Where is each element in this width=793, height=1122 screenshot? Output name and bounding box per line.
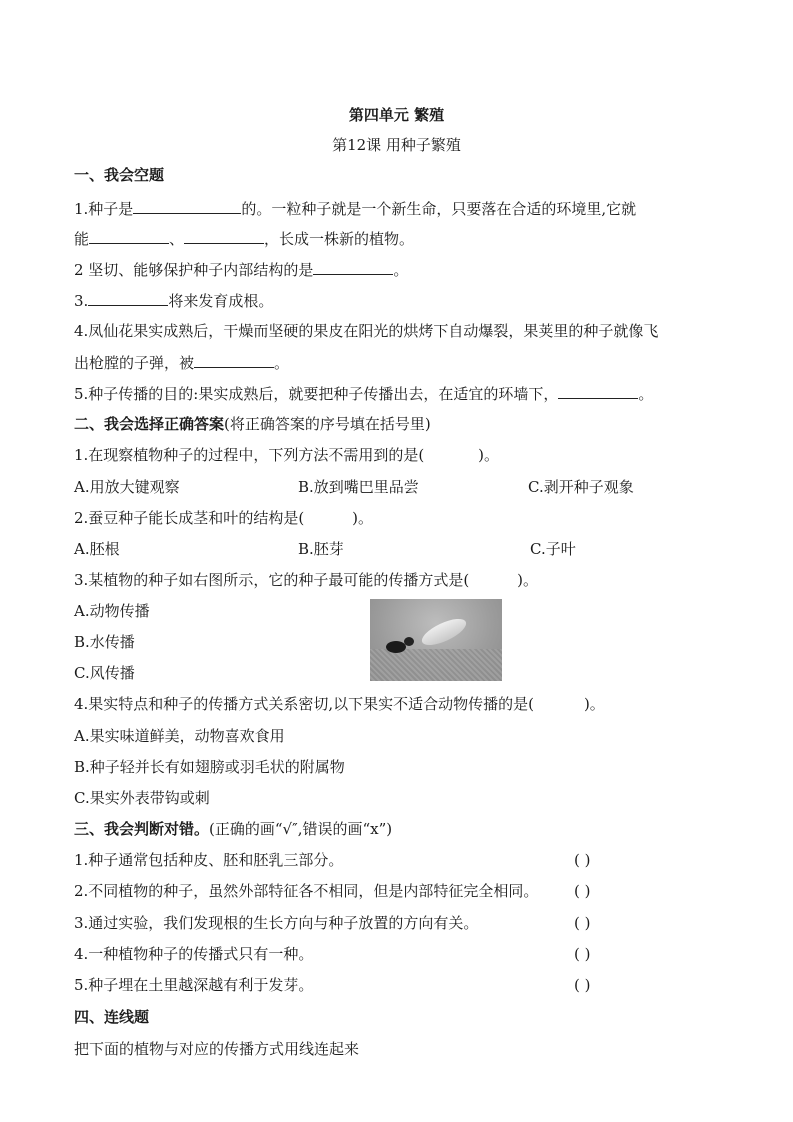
s3-answer-paren-3[interactable]: ( ) [574,914,591,932]
text: 3.某植物的种子如右图所示，它的种子最可能的传播方式是( [74,571,470,589]
text: 的。一粒种子就是一个新生命，只要落在合适的环境里,它就 [241,200,637,218]
s1-q5 [74,383,653,404]
text: 2.蚕豆种子能长成茎和叶的结构是( [74,509,305,527]
s2-q1-option-b: B.放到嘴巴里品尝 [298,478,419,496]
section4-instruction: 把下面的植物与对应的传播方式用线连起来 [74,1040,360,1058]
text: 能 [74,230,90,248]
s1-q1-line2 [74,228,414,249]
text: 3. [74,292,89,310]
text: 出枪膛的子弹，被 [74,354,195,372]
s3-item-4: 4.一种植物种子的传播式只有一种。 [74,945,314,963]
s2-q3-option-c: C.风传播 [74,664,135,682]
lesson-title: 第12课 用种子繁殖 [332,136,461,154]
heading-note: (将正确答案的序号填在括号里) [224,415,431,433]
s1-q4-line2 [74,352,289,373]
heading-note: (正确的画“√″,错误的画“x”) [209,820,393,838]
s1-q2 [74,259,408,280]
s2-q4-option-b: B.种子轻并长有如翅膀或羽毛状的附属物 [74,758,345,776]
answer-blank[interactable] [88,290,168,306]
s2-q1-option-a: A.用放大键观察 [74,478,180,496]
text: 。 [274,354,290,372]
text: 5.种子传播的目的:果实成熟后，就要把种子传播出去，在适宜的环墙下， [74,385,559,403]
s3-answer-paren-2[interactable]: ( ) [574,882,591,900]
s2-q3-stem [74,570,538,590]
text: 1.种子是 [74,200,134,218]
ground-texture [370,649,502,681]
section2-heading [74,414,431,434]
s1-q1-line1 [74,198,636,219]
s3-item-3: 3.通过实验，我们发现根的生长方向与种子放置的方向有关。 [74,914,479,932]
text: )。 [352,509,374,527]
text: 将来发育成根。 [168,292,274,310]
s2-q1-stem [74,445,499,465]
s2-q4-option-a: A.果实味道鲜美，动物喜欢食用 [74,727,285,745]
seed-shape [418,614,469,651]
text: 4.果实特点和种子的传播方式关系密切,以下果实不适合动物传播的是( [74,695,534,713]
answer-blank[interactable] [133,198,241,214]
s2-q4-option-c: C.果实外表带钩或刺 [74,789,210,807]
s3-answer-paren-1[interactable]: ( ) [574,851,591,869]
section1-heading: 一、我会空题 [74,166,165,184]
s2-q2-stem [74,508,373,528]
s3-answer-paren-5[interactable]: ( ) [574,976,591,994]
s2-q3-option-b: B.水传播 [74,633,135,651]
s1-q4-line1: 4.凤仙花果实成熟后，干燥而坚硬的果皮在阳光的烘烤下自动爆裂，果荚里的种子就像飞 [74,322,659,340]
text: )。 [478,446,500,464]
s3-item-5: 5.种子埋在土里越深越有利于发芽。 [74,976,314,994]
s3-item-1: 1.种子通常包括种皮、胚和胚乳三部分。 [74,851,344,869]
heading-text: 三、我会判断对错。 [74,820,210,838]
section4-heading: 四、连线题 [74,1008,150,1026]
answer-blank[interactable] [184,228,264,244]
s2-q2-option-b: B.胚芽 [298,540,344,558]
heading-text: 二、我会选择正确答案 [74,415,225,433]
text: 2 坚切、能够保护种子内部结构的是 [74,261,314,279]
answer-blank[interactable] [558,383,638,399]
section3-heading [74,819,392,839]
s2-q1-option-c: C.剥开种子观象 [528,478,634,496]
answer-blank[interactable] [194,352,274,368]
text: )。 [517,571,539,589]
ant-carrying-seed-photo [370,599,502,681]
ant-head [404,637,414,646]
text: ，长成一株新的植物。 [264,230,415,248]
s3-answer-paren-4[interactable]: ( ) [574,945,591,963]
unit-title: 第四单元 繁殖 [348,106,445,124]
s2-q4-stem [74,694,605,714]
text: 。 [393,261,409,279]
ant-body [386,641,406,653]
answer-blank[interactable] [89,228,169,244]
s2-q2-option-c: C.子叶 [530,540,576,558]
s2-q3-option-a: A.动物传播 [74,602,150,620]
text: 、 [169,230,185,248]
text: )。 [583,695,605,713]
s1-q3 [74,290,273,311]
s2-q2-option-a: A.胚根 [74,540,120,558]
s3-item-2: 2.不同植物的种子，虽然外部特征各不相同，但是内部特征完全相同。 [74,882,539,900]
answer-blank[interactable] [313,259,393,275]
text: 1.在现察植物种子的过程中，下列方法不需用到的是( [74,446,425,464]
text: 。 [638,385,654,403]
